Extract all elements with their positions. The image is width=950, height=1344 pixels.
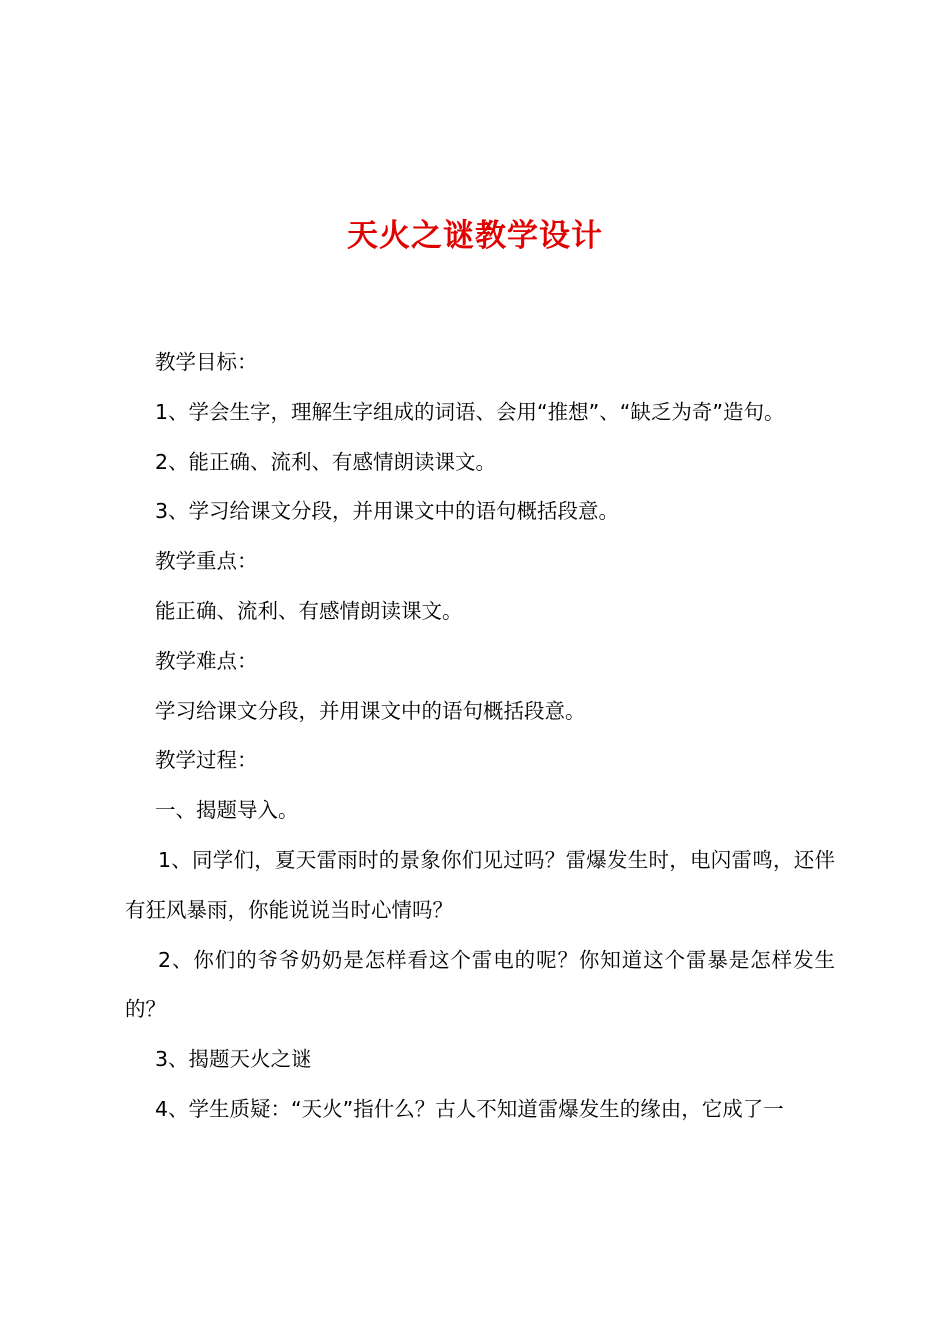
objective-2: 2、能正确、流利、有感情朗读课文。 [155, 449, 497, 474]
document-body [125, 338, 835, 1135]
difficulty: 学习给课文分段，并用课文中的语句概括段意。 [155, 698, 586, 723]
step-4: 4、学生质疑：“天火”指什么？古人不知道雷爆发生的缘由，它成了一 [155, 1096, 784, 1121]
key-point-heading: 教学重点： [155, 549, 258, 574]
difficulty-heading: 教学难点： [155, 648, 258, 673]
step-1: 1、同学们，夏天雷雨时的景象你们见过吗？雷爆发生时，电闪雷鸣，还伴有狂风暴雨，你能说说当时心情吗？ [125, 847, 835, 922]
step-3: 3、揭题天火之谜 [155, 1047, 312, 1072]
objective-3: 3、学习给课文分段，并用课文中的语句概括段意。 [155, 499, 620, 524]
document-title: 天火之谜教学设计 [347, 218, 603, 254]
process-heading: 教学过程： [155, 748, 258, 773]
objective-1: 1、学会生字，理解生字组成的词语、会用“推想”、“缺乏为奇”造句。 [155, 399, 785, 424]
key-point: 能正确、流利、有感情朗读课文。 [155, 598, 463, 623]
objectives-heading: 教学目标： [155, 350, 258, 374]
section-1-heading: 一、揭题导入。 [155, 798, 299, 823]
step-2: 2、你们的爷爷奶奶是怎样看这个雷电的呢？你知道这个雷暴是怎样发生的？ [125, 947, 835, 1022]
